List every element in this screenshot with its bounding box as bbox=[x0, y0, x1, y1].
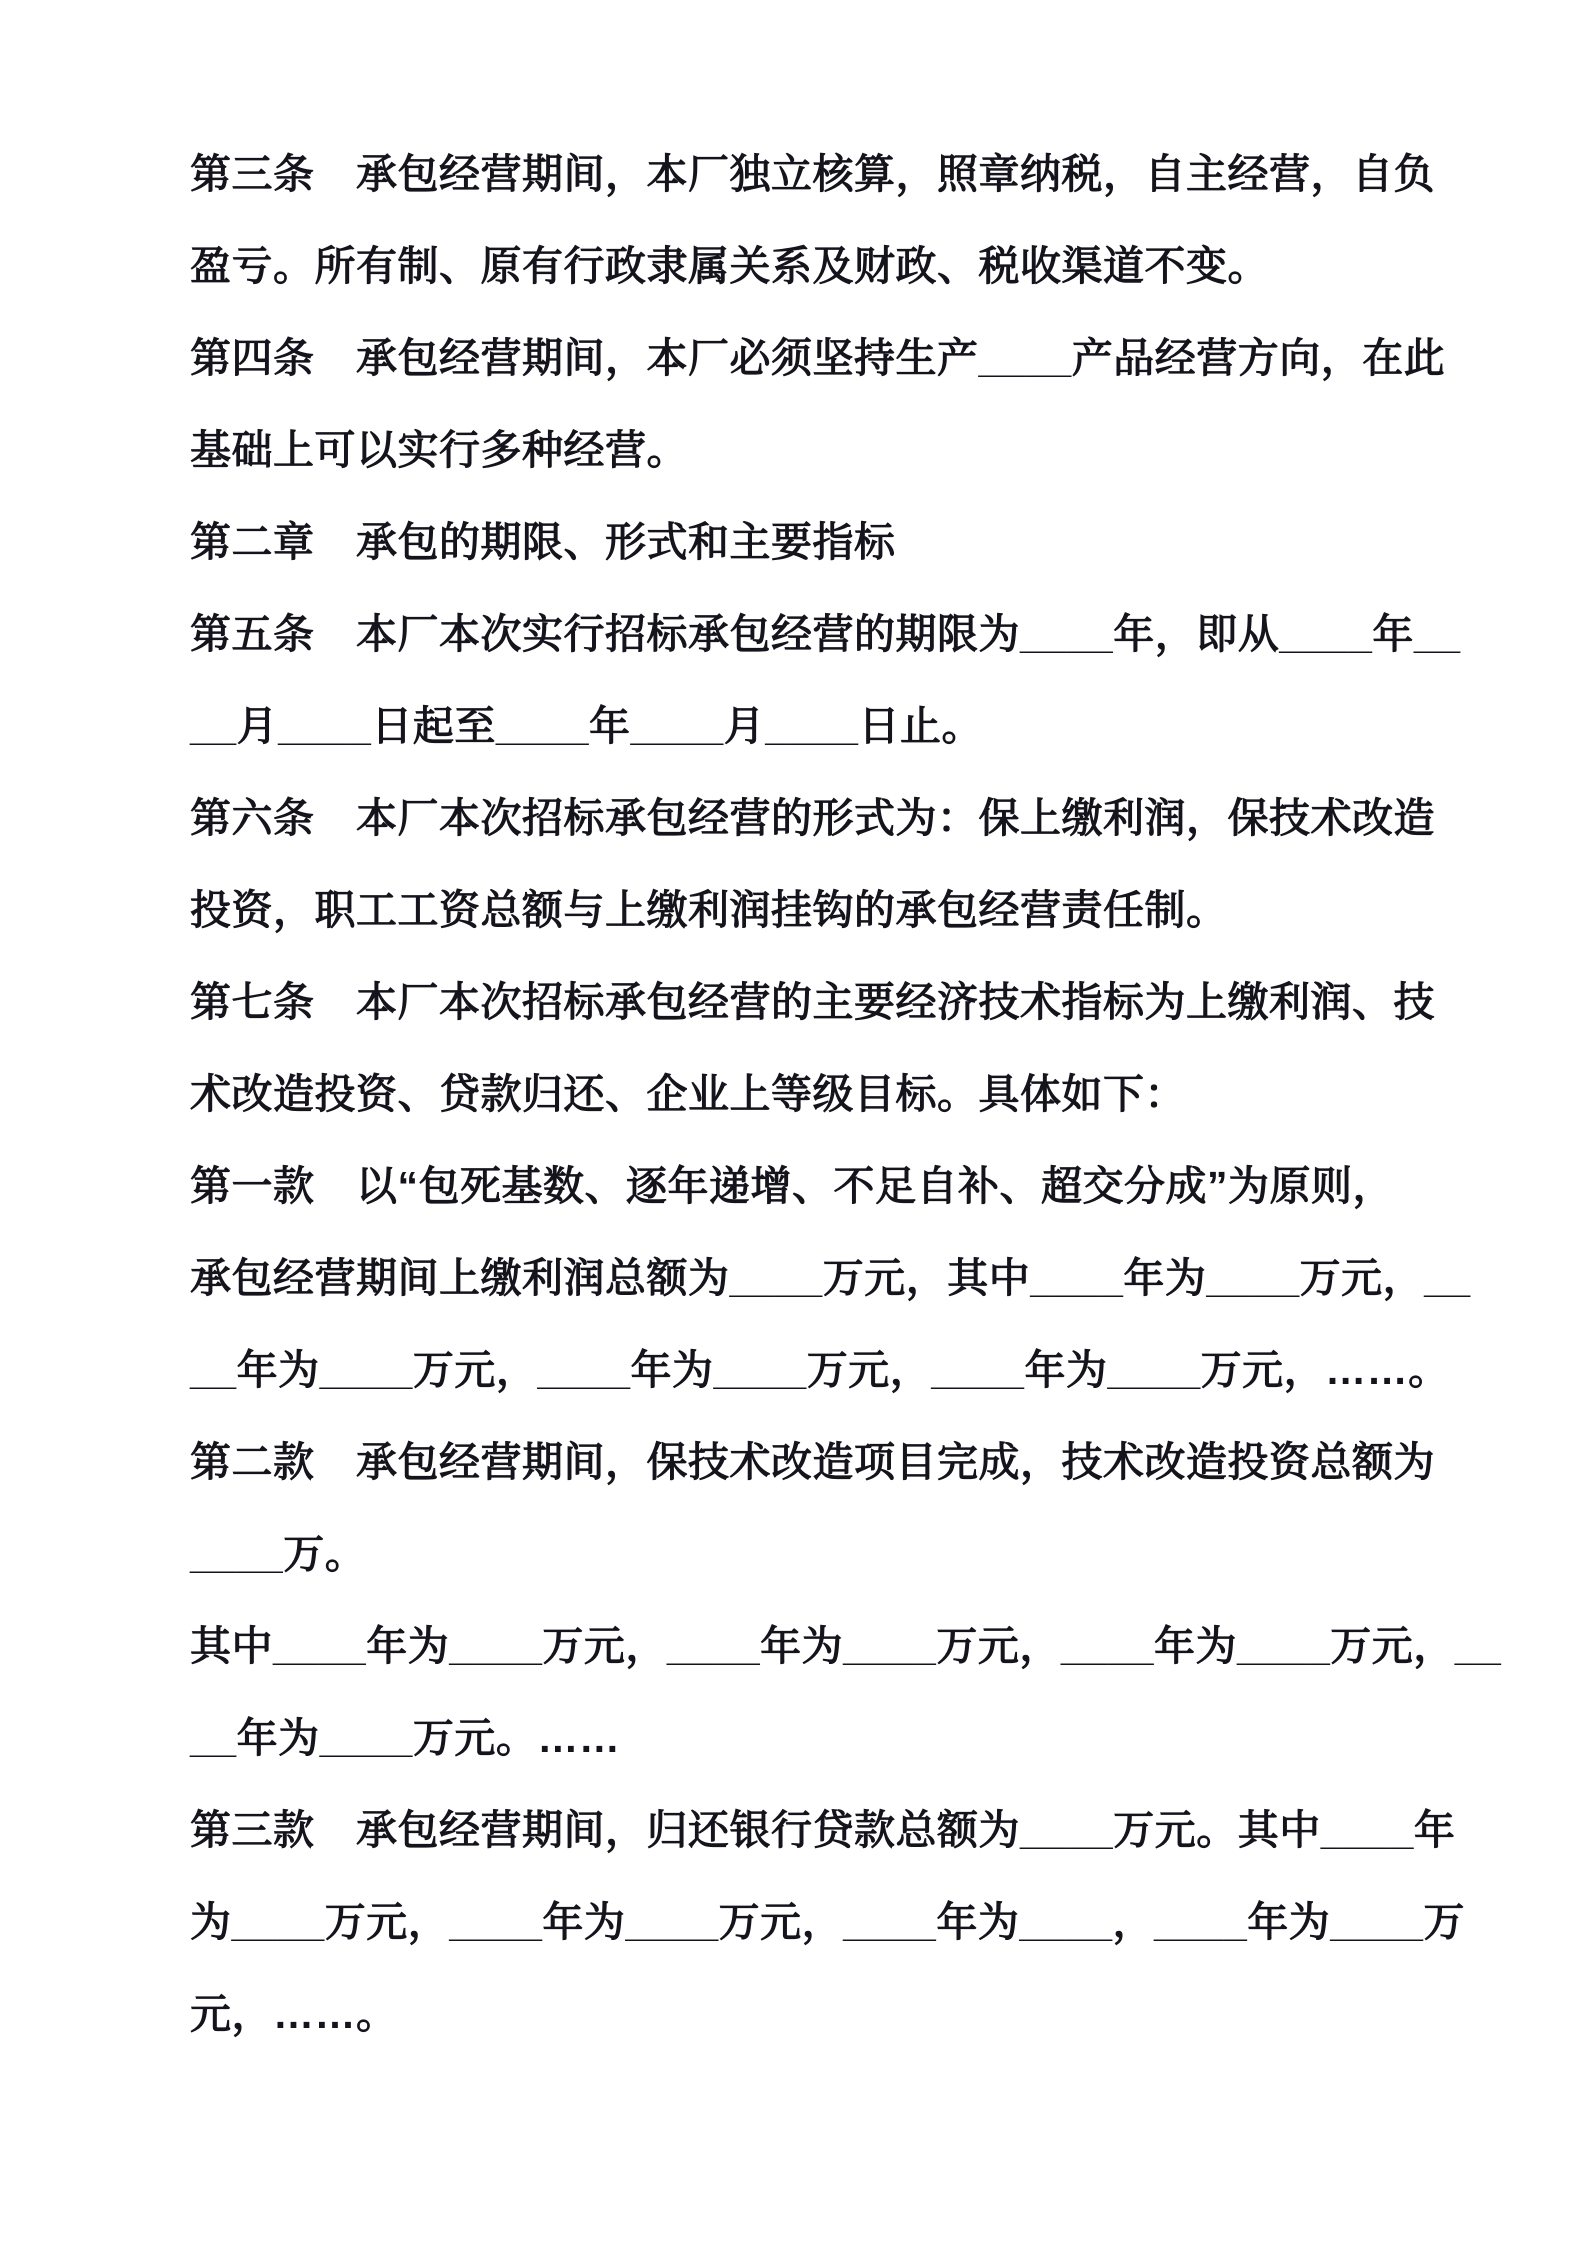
clause-1-line-1: 第一款 以“包死基数、逐年递增、不足自补、超交分成”为原则， bbox=[190, 1163, 1394, 1209]
clause-1-line-2: 承包经营期间上缴利润总额为____万元，其中____年为____万元，__ bbox=[190, 1255, 1471, 1301]
article-5-line-2: __月____日起至____年____月____日止。 bbox=[190, 703, 983, 749]
article-3-line-2: 盈亏。所有制、原有行政隶属关系及财政、税收渠道不变。 bbox=[190, 243, 1269, 289]
clause-2-line-2: ____万。 bbox=[190, 1531, 367, 1577]
clause-2-line-4: __年为____万元。…… bbox=[190, 1715, 621, 1761]
clause-1-line-3: __年为____万元，____年为____万元，____年为____万元，……。 bbox=[190, 1347, 1450, 1393]
clause-2-line-1: 第二款 承包经营期间，保技术改造项目完成，技术改造投资总额为 bbox=[190, 1439, 1435, 1485]
clause-3-line-3: 元，……。 bbox=[190, 1991, 398, 2037]
article-5-line-1: 第五条 本厂本次实行招标承包经营的期限为____年，即从____年__ bbox=[190, 611, 1461, 657]
article-7-line-2: 术改造投资、贷款归还、企业上等级目标。具体如下： bbox=[190, 1071, 1186, 1117]
article-6-line-1: 第六条 本厂本次招标承包经营的形式为：保上缴利润，保技术改造 bbox=[190, 795, 1435, 841]
chapter-2-heading: 第二章 承包的期限、形式和主要指标 bbox=[190, 519, 896, 565]
clause-3-line-2: 为____万元，____年为____万元，____年为____，____年为____万 bbox=[190, 1899, 1465, 1945]
article-6-line-2: 投资，职工工资总额与上缴利润挂钩的承包经营责任制。 bbox=[190, 887, 1228, 933]
article-4-line-2: 基础上可以实行多种经营。 bbox=[190, 427, 688, 473]
article-4-line-1: 第四条 承包经营期间，本厂必须坚持生产____产品经营方向，在此 bbox=[190, 335, 1446, 381]
article-3-line-1: 第三条 承包经营期间，本厂独立核算，照章纳税，自主经营，自负 bbox=[190, 151, 1435, 197]
clause-3-line-1: 第三款 承包经营期间，归还银行贷款总额为____万元。其中____年 bbox=[190, 1807, 1456, 1853]
article-7-line-1: 第七条 本厂本次招标承包经营的主要经济技术指标为上缴利润、技 bbox=[190, 979, 1435, 1025]
clause-2-line-3: 其中____年为____万元，____年为____万元，____年为____万元，__ bbox=[190, 1623, 1502, 1669]
